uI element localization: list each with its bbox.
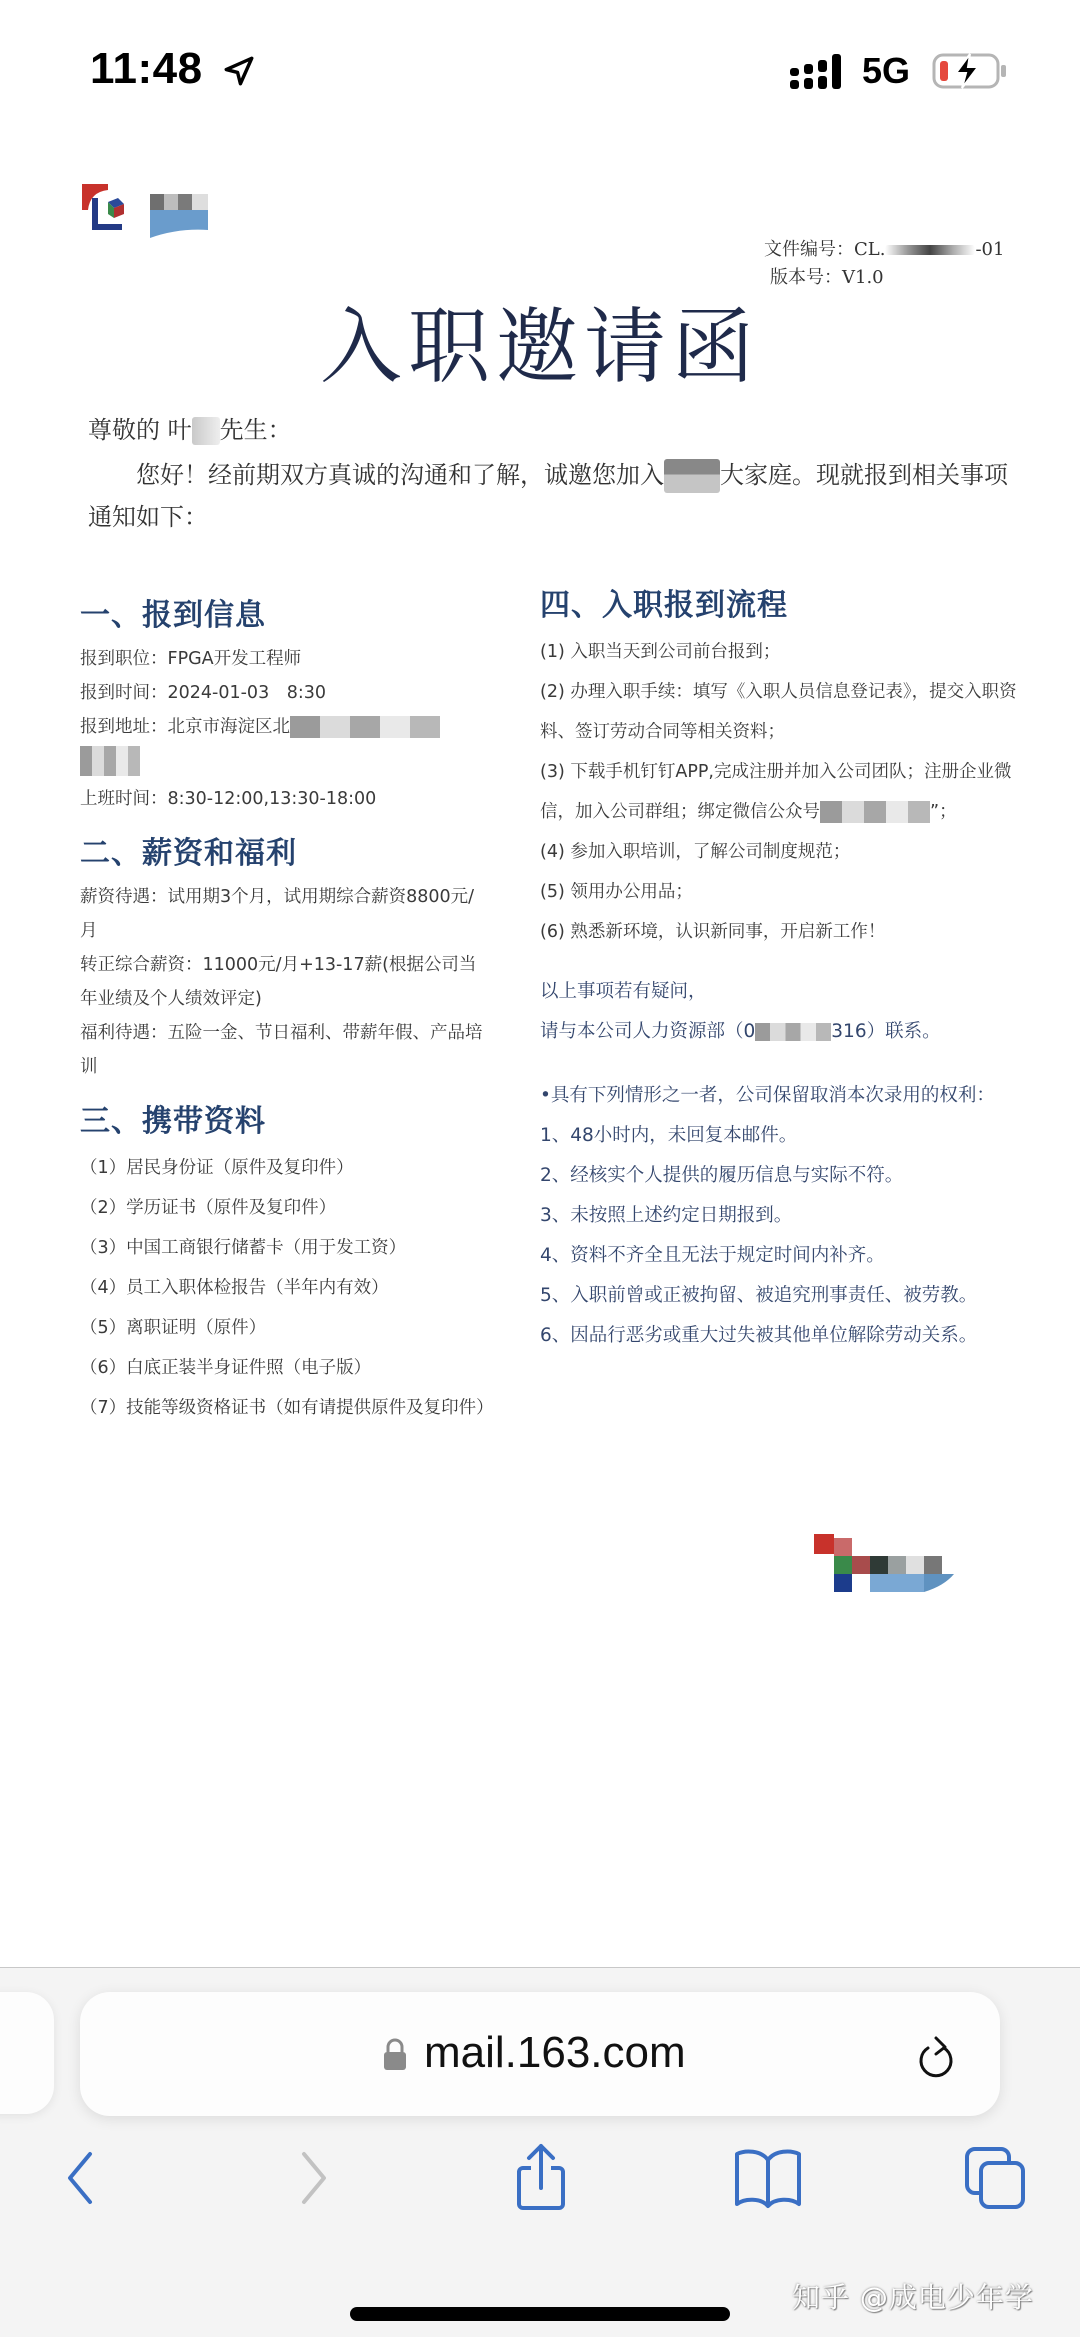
section-heading-report-info: 一、报到信息 (80, 598, 266, 633)
network-type: 5G (862, 50, 911, 91)
condition-item: 1、48小时内，未回复本邮件。 (540, 1125, 798, 1146)
redacted-company (664, 459, 720, 493)
process-step: (2) 办理入职手续：填写《入职人员信息登记表》，提交入职资料、签订劳动合同等相关资料； (540, 682, 1017, 742)
material-item: （2）学历证书（原件及复印件） (80, 1198, 337, 1218)
lock-icon (382, 2038, 408, 2072)
document-title: 入职邀请函 (319, 300, 760, 395)
condition-item: 2、经核实个人提供的履历信息与实际不符。 (540, 1165, 904, 1186)
contact-line-1: 以上事项若有疑问， (540, 981, 707, 1002)
material-item: （3）中国工商银行储蓄卡（用于发工资） (80, 1238, 407, 1258)
greeting (88, 410, 292, 445)
contact-prefix: 请与本公司人力资源部（0 (540, 1021, 756, 1042)
redacted-file-number (885, 245, 975, 255)
home-indicator[interactable] (350, 2307, 730, 2321)
browser-toolbar (0, 2138, 1080, 2228)
company-logo (78, 180, 238, 250)
section-heading-materials: 三、携带资料 (80, 1104, 266, 1139)
version-number: 版本号：V1.0 (770, 267, 884, 288)
location-arrow-icon (222, 54, 256, 88)
condition-item: 6、因品行恶劣或重大过失被其他单位解除劳动关系。 (540, 1325, 978, 1346)
benefits: 福利待遇：五险一金、节日福利、带薪年假、产品培训 (80, 1023, 483, 1077)
previous-tab-peek[interactable] (0, 1992, 54, 2114)
process-step: (4) 参加入职培训，了解公司制度规范； (540, 842, 851, 862)
redacted-address-line2 (80, 744, 490, 782)
report-position: 报到职位：FPGA开发工程师 (80, 649, 302, 669)
report-time: 报到时间：2024-01-03 8:30 (80, 683, 326, 703)
bookmarks-button[interactable] (730, 2138, 806, 2218)
left-column (80, 590, 494, 1428)
contact-line-2 (540, 1012, 1020, 1052)
process-step (540, 752, 1020, 832)
redacted-address-block (80, 746, 140, 776)
conditions-intro: •具有下列情形之一者，公司保留取消本次录用的权利： (540, 1085, 995, 1106)
greeting-prefix: 尊敬的 叶 (88, 416, 192, 444)
section-heading-onboarding-process: 四、入职报到流程 (540, 588, 788, 623)
process-step: (1) 入职当天到公司前台报到； (540, 642, 781, 662)
intro-part1: 您好！经前期双方真诚的沟通和了解，诚邀您加入 (136, 461, 664, 489)
share-icon (513, 2142, 569, 2214)
file-number-suffix: -01 (975, 239, 1005, 260)
report-address (80, 710, 490, 744)
condition-item: 3、未按照上述约定日期报到。 (540, 1205, 793, 1226)
process-step: (5) 领用办公用品； (540, 882, 693, 902)
status-bar (0, 0, 1080, 140)
process-step-3-suffix: ”； (930, 802, 957, 822)
url-text[interactable]: mail.163.com (424, 2028, 686, 2077)
reload-icon[interactable] (914, 2034, 960, 2084)
condition-item: 5、入职前曾或正被拘留、被追究刑事责任、被劳教。 (540, 1285, 978, 1306)
redacted-name (192, 417, 220, 445)
right-column (540, 580, 1020, 1356)
material-item: （7）技能等级资格证书（如有请提供原件及复印件） (80, 1398, 494, 1418)
chevron-right-icon (296, 2148, 332, 2208)
condition-item: 4、资料不齐全且无法于规定时间内补齐。 (540, 1245, 885, 1266)
probation-salary: 薪资待遇：试用期3个月，试用期综合薪资8800元/月 (80, 887, 475, 941)
material-item: （4）员工入职体检报告（半年内有效） (80, 1278, 389, 1298)
intro-paragraph (88, 454, 1008, 538)
battery-charging-icon (932, 52, 1008, 90)
greeting-suffix: 先生： (219, 416, 292, 444)
process-step-3-text: (3) 下载手机钉钉APP,完成注册并加入公司团队；注册企业微信，加入公司群组；绑定微信公众号 (540, 762, 1012, 822)
contact-suffix: 316）联系。 (831, 1021, 941, 1042)
forward-button[interactable] (284, 2138, 344, 2218)
redacted-address (290, 716, 440, 738)
tabs-button[interactable] (960, 2138, 1030, 2218)
file-number-label: 文件编号：CL. (764, 239, 886, 260)
chevron-left-icon (62, 2148, 98, 2208)
material-item: （6）白底正装半身证件照（电子版） (80, 1358, 372, 1378)
email-document (0, 140, 1080, 1960)
zhihu-watermark: 知乎 @成电少年学 (792, 2281, 1034, 2314)
work-hours: 上班时间：8:30-12:00,13:30-18:00 (80, 789, 377, 809)
share-button[interactable] (506, 2138, 576, 2218)
report-address-text: 报到地址：北京市海淀区北 (80, 717, 290, 737)
status-time: 11:48 (90, 44, 203, 93)
back-button[interactable] (50, 2138, 110, 2218)
regular-salary: 转正综合薪资：11000元/月+13-17薪(根据公司当年业绩及个人绩效评定) (80, 955, 477, 1009)
redacted-phone (755, 1023, 831, 1041)
book-icon (733, 2146, 803, 2210)
process-step: (6) 熟悉新环境，认识新同事，开启新工作！ (540, 922, 886, 942)
section-heading-salary: 二、薪资和福利 (80, 836, 297, 871)
material-item: （1）居民身份证（原件及复印件） (80, 1158, 354, 1178)
intro-part2: 大家庭。现就报到相关事项通知如下： (88, 461, 1008, 531)
address-bar[interactable] (80, 1992, 1000, 2116)
redacted-wechat-account (820, 801, 930, 823)
material-item: （5）离职证明（原件） (80, 1318, 267, 1338)
company-seal-logo (814, 1530, 974, 1600)
tabs-icon (963, 2145, 1027, 2211)
signal-icon (790, 54, 846, 90)
